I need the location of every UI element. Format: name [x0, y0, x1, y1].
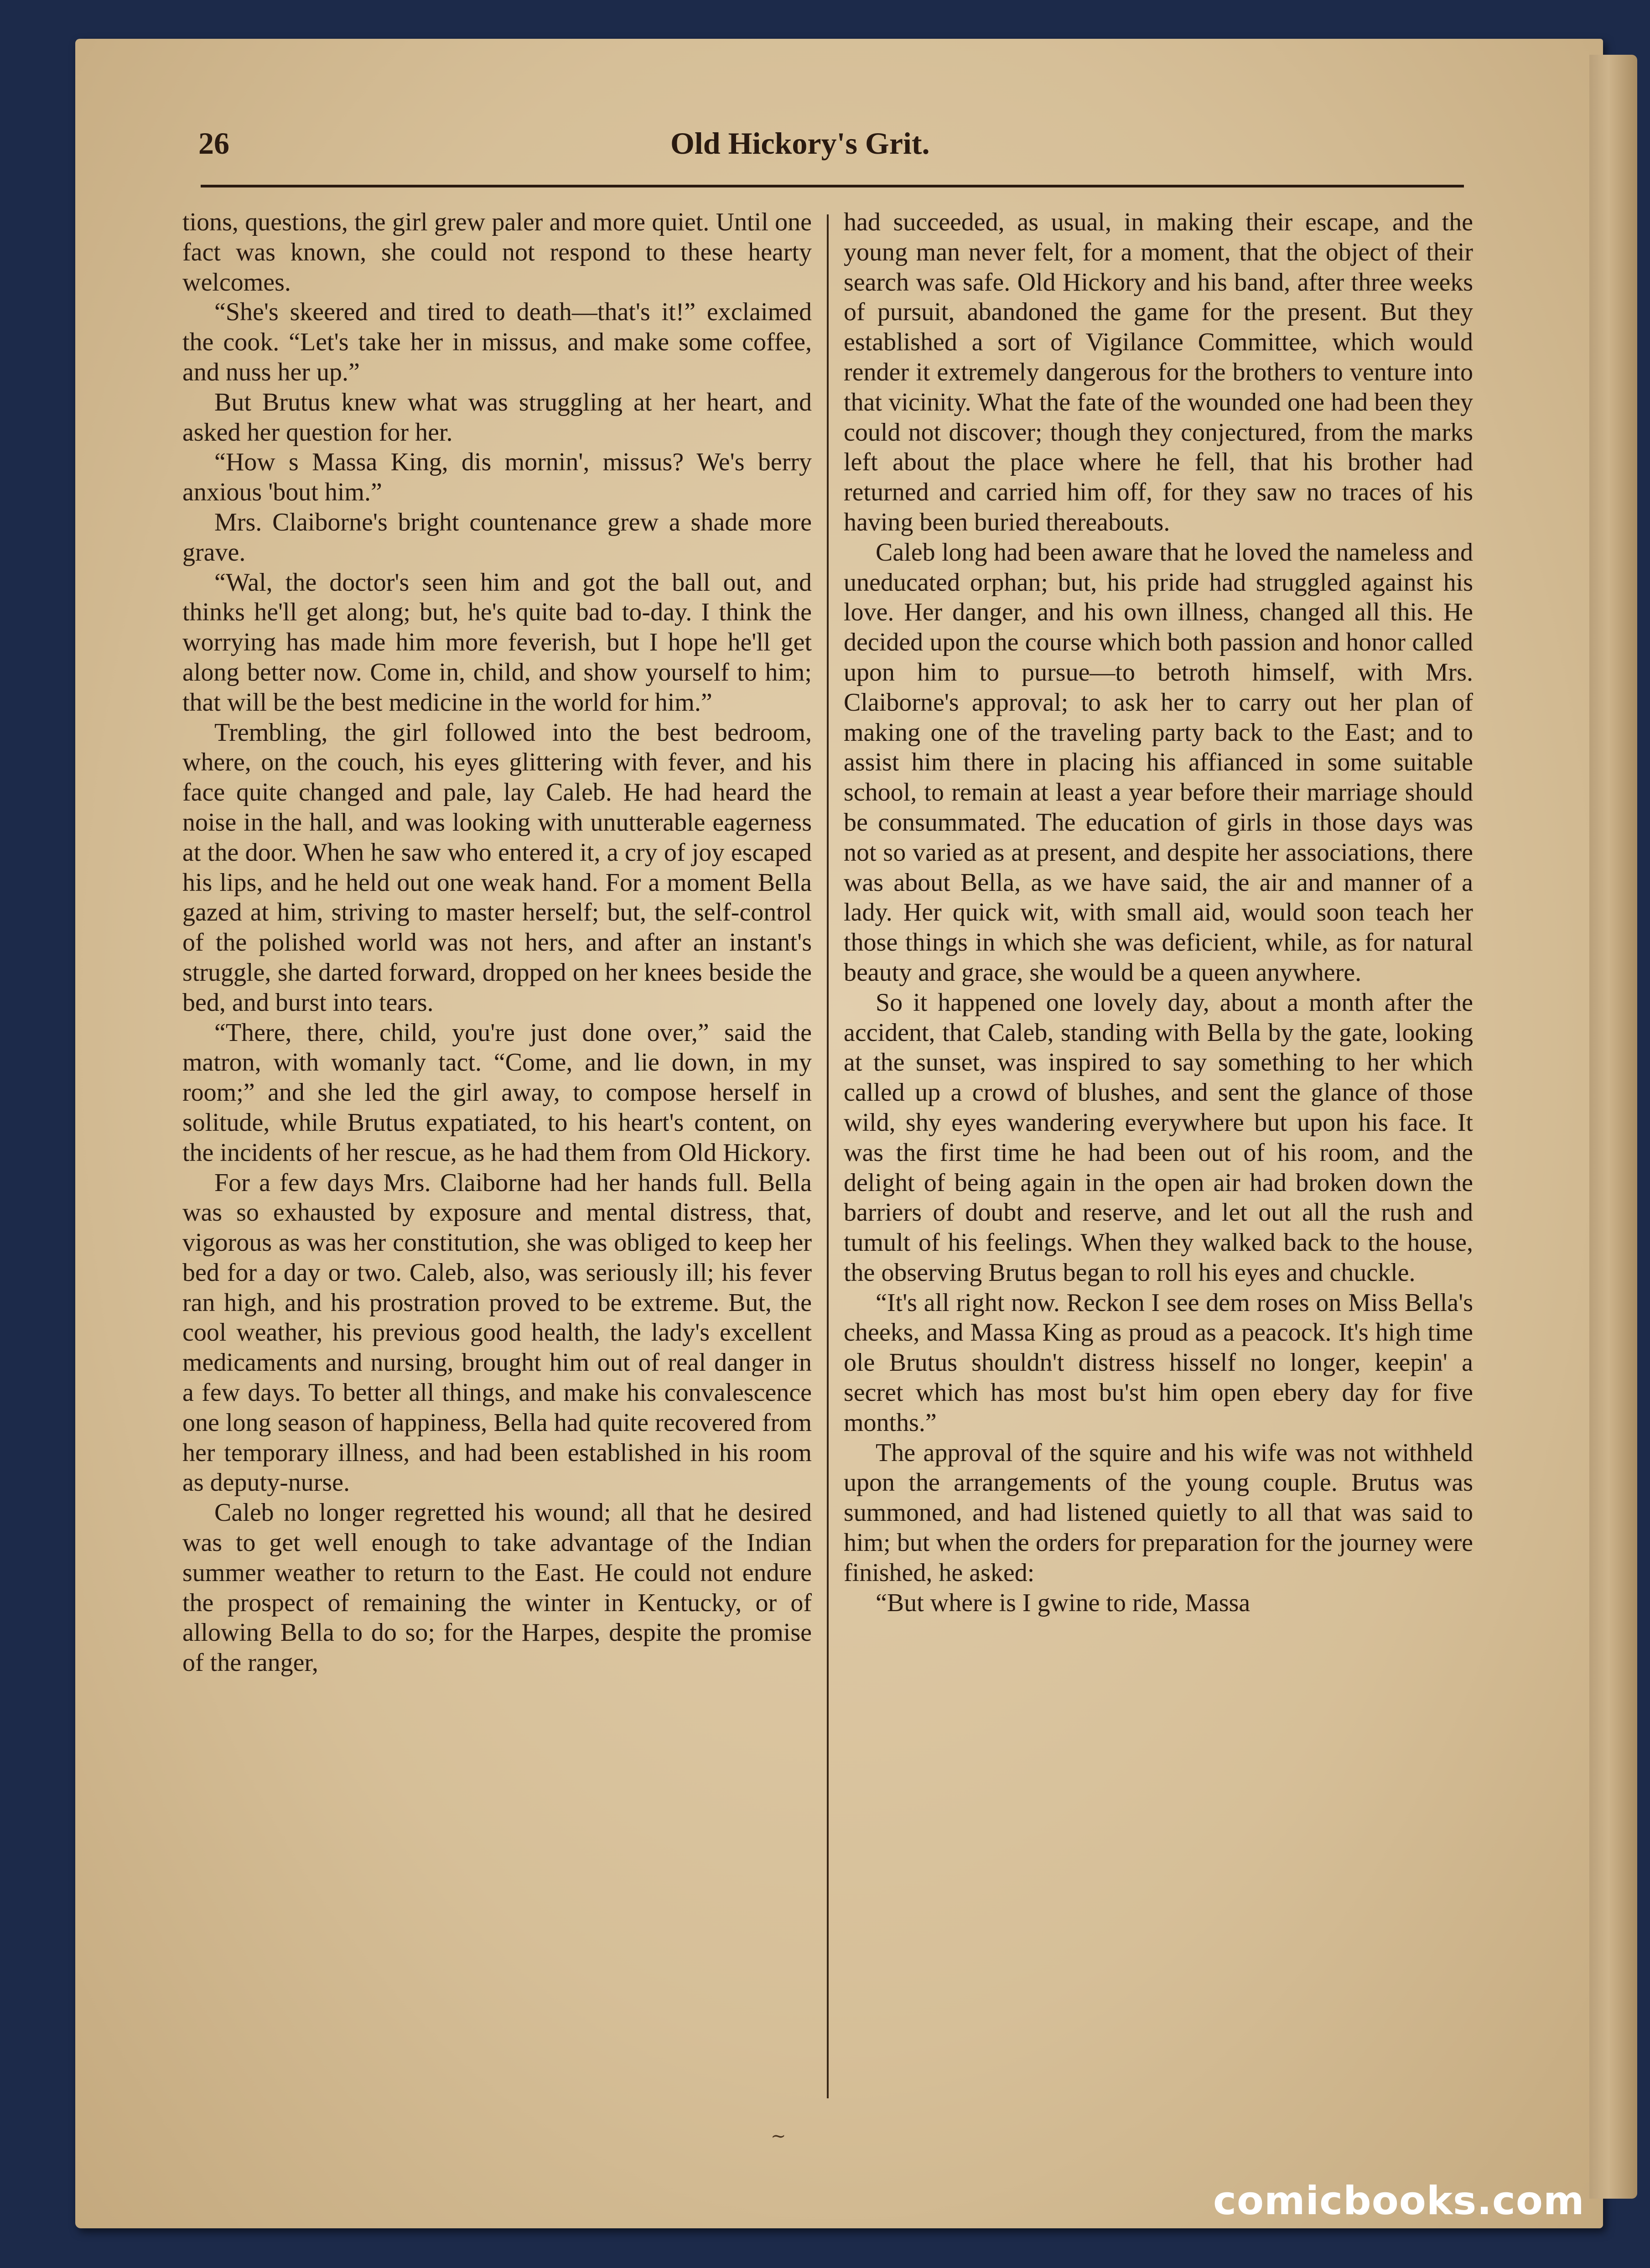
paragraph: Caleb long had been aware that he loved the nameless and uneducated orphan; but, his pride had struggled against his love. Her danger, and his own illness, changed all this. He decided upon the course which both passion and honor called upon him to pursue—to betroth himself, with Mrs. Claiborne's approval; to ask her to carry out her plan of making one of the traveling party back to the East; and to assist him there in placing his affianced in some suitable school, to remain at least a year before their marriage should be consummated. The education of girls in those days was not so varied as at present, and despite her associations, there was about Bella, as we have said, the air and manner of a lady. Her quick wit, with small aid, would soon teach her those things in which she was deficient, while, as for natural beauty and grace, she would be a queen anywhere.	[844, 538, 1473, 987]
paragraph: “How s Massa King, dis mornin', missus? We's berry anxious 'bout him.”	[182, 448, 812, 507]
paragraph: But Brutus knew what was struggling at her heart, and asked her question for her.	[182, 388, 812, 447]
paragraph: “Wal, the doctor's seen him and got the ball out, and thinks he'll get along; but, he's quite bad to-day. I think the worrying has made him more feverish, but I hope he'll get along better now. Come in, child, and show yourself to him; that will be the best medicine in the world for him.”	[182, 568, 812, 717]
paragraph: Mrs. Claiborne's bright countenance grew a shade more grave.	[182, 508, 812, 567]
header-rule	[201, 185, 1464, 187]
column-divider	[827, 214, 829, 2098]
paragraph: The approval of the squire and his wife was not withheld upon the arrangements of the young couple. Brutus was summoned, and had listened quietly to all that was said to him; but when the orders for preparation for the journey were finished, he asked:	[844, 1438, 1473, 1587]
paragraph: So it happened one lovely day, about a month after the accident, that Caleb, standing with Bella by the gate, looking at the sunset, was inspired to say something to her which called up a crowd of blushes, and sent the glance of those wild, shy eyes wandering everywhere but upon his face. It was the first time he had been out of his room, and the delight of being again in the open air had broken down the barriers of doubt and reserve, and let out all the rush and tumult of his feelings. When they walked back to the house, the observing Brutus began to roll his eyes and chuckle.	[844, 988, 1473, 1287]
page-header	[123, 125, 1468, 185]
page-edge	[1589, 55, 1637, 2199]
paragraph: had succeeded, as usual, in making their escape, and the young man never felt, for a moment, that the object of their search was safe. Old Hickory and his band, after three weeks of pursuit, abandoned the game for the present. But they established a sort of Vigilance Committee, which would render it extremely dangerous for the brothers to venture into that vicinity. What the fate of the wounded one had been they could not discover; though they conjectured, from the marks left about the place where he fell, that his brother had returned and carried him off, for they saw no traces of his having been buried thereabouts.	[844, 208, 1473, 536]
right-column	[844, 208, 1473, 2123]
paragraph: “It's all right now. Reckon I see dem roses on Miss Bella's cheeks, and Massa King as proud as a peacock. It's high time ole Brutus shouldn't distress hisself no longer, keepin' a secret which has most bu'st him open ebery day for five months.”	[844, 1288, 1473, 1437]
paragraph: Trembling, the girl followed into the best bedroom, where, on the couch, his eyes glittering with fever, and his face quite changed and pale, lay Caleb. He had heard the noise in the hall, and was looking with unutterable eagerness at the door. When he saw who entered it, a cry of joy escaped his lips, and he held out one weak hand. For a moment Bella gazed at him, striving to master herself; but, the self-control of the polished world was not hers, and after an instant's struggle, she darted forward, dropped on her knees beside the bed, and burst into tears.	[182, 718, 812, 1017]
paragraph: “She's skeered and tired to death—that's it!” exclaimed the cook. “Let's take her in missus, and make some coffee, and nuss her up.”	[182, 298, 812, 386]
paragraph: “There, there, child, you're just done over,” said the matron, with womanly tact. “Come, and lie down, in my room;” and she led the girl away, to compose herself in solitude, while Brutus expatiated, to his heart's content, on the incidents of her rescue, as he had them from Old Hickory.	[182, 1018, 812, 1167]
paragraph: “But where is I gwine to ride, Massa	[876, 1588, 1250, 1617]
left-column	[182, 208, 812, 2123]
ink-smudge: ~	[771, 2126, 786, 2147]
running-title: Old Hickory's Grit.	[670, 126, 930, 161]
page-number: 26	[198, 126, 229, 161]
paragraph: For a few days Mrs. Claiborne had her hands full. Bella was so exhausted by exposure and mental distress, that, vigorous as was her constitution, she was obliged to keep her bed for a day or two. Caleb, also, was seriously ill; his fever ran high, and his prostration proved to be extreme. But, the cool weather, his previous good health, the lady's excellent medicaments and nursing, brought him out of real danger in a few days. To better all things, and make his convalescence one long season of happiness, Bella had quite recovered from her temporary illness, and had been established in his room as deputy-nurse.	[182, 1168, 812, 1497]
paragraph: tions, questions, the girl grew paler and more quiet. Until one fact was known, she could not respond to these hearty welcomes.	[182, 208, 812, 297]
watermark: comicbooks.com	[1213, 2178, 1585, 2224]
paragraph: Caleb no longer regretted his wound; all that he desired was to get well enough to take advantage of the Indian summer weather to return to the East. He could not endure the prospect of remaining the winter in Kentucky, or of allowing Bella to do so; for the Harpes, despite the promise of the ranger,	[182, 1498, 812, 1677]
